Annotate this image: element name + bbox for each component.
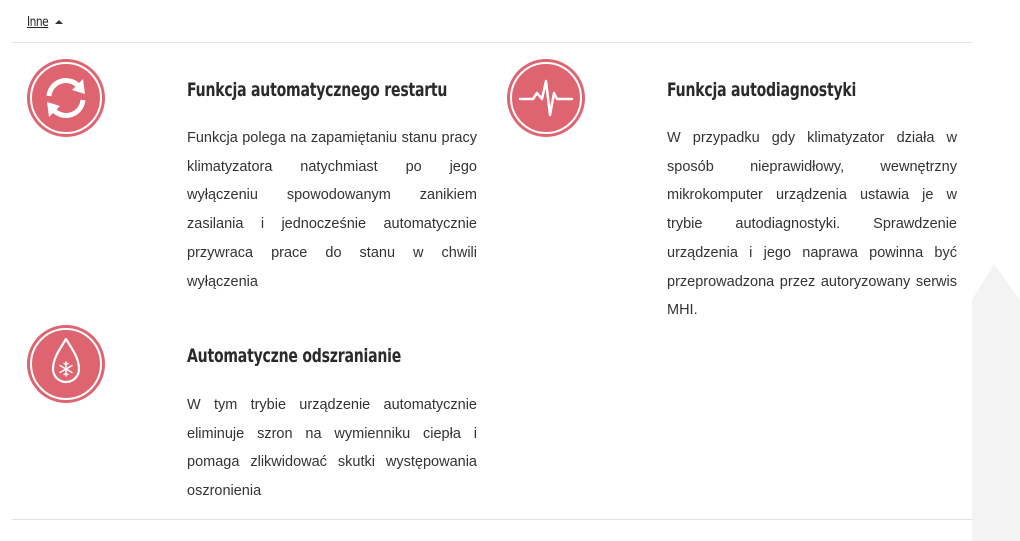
heartbeat-pulse-icon: [507, 59, 585, 137]
feature-auto-restart-text: Funkcja polega na zapamiętaniu stanu pracy klimatyzatora natychmiast po jego wyłączeniu spowodowanym zanikiem zasilania i jednocześnie automatycznie przywraca prace do stanu w chwili wyłączenia: [187, 130, 477, 290]
refresh-arrows-icon: [27, 59, 105, 137]
feature-self-diagnostics-title: Funkcja autodiagnostyki: [667, 79, 857, 101]
caret-up-icon[interactable]: [55, 20, 63, 24]
feature-auto-defrost-text: W tym trybie urządzenie automatycznie eliminuje szron na wymienniku ciepła i pomaga zlikwidować skutki występowania oszronienia: [187, 397, 477, 500]
snowflake-drop-icon: [27, 325, 105, 403]
divider-top: [12, 42, 972, 43]
section-toggle[interactable]: [27, 12, 53, 32]
feature-self-diagnostics-text: W przypadku gdy klimatyzator działa w sposób nieprawidłowy, wewnętrzny mikrokomputer urządzenia ustawia je w trybie autodiagnostyki. Sprawdzenie urządzenia i jego naprawa powinna być przeprowadzona przez autoryzowany serwis MHI.: [667, 130, 957, 319]
feature-auto-restart-title: Funkcja automatycznego restartu: [187, 79, 448, 101]
section-toggle-label[interactable]: Inne: [27, 14, 49, 30]
divider-bottom: [12, 519, 972, 520]
feature-auto-defrost-title: Automatyczne odszranianie: [187, 345, 402, 367]
decorative-hexagon-shape: [972, 264, 1020, 541]
